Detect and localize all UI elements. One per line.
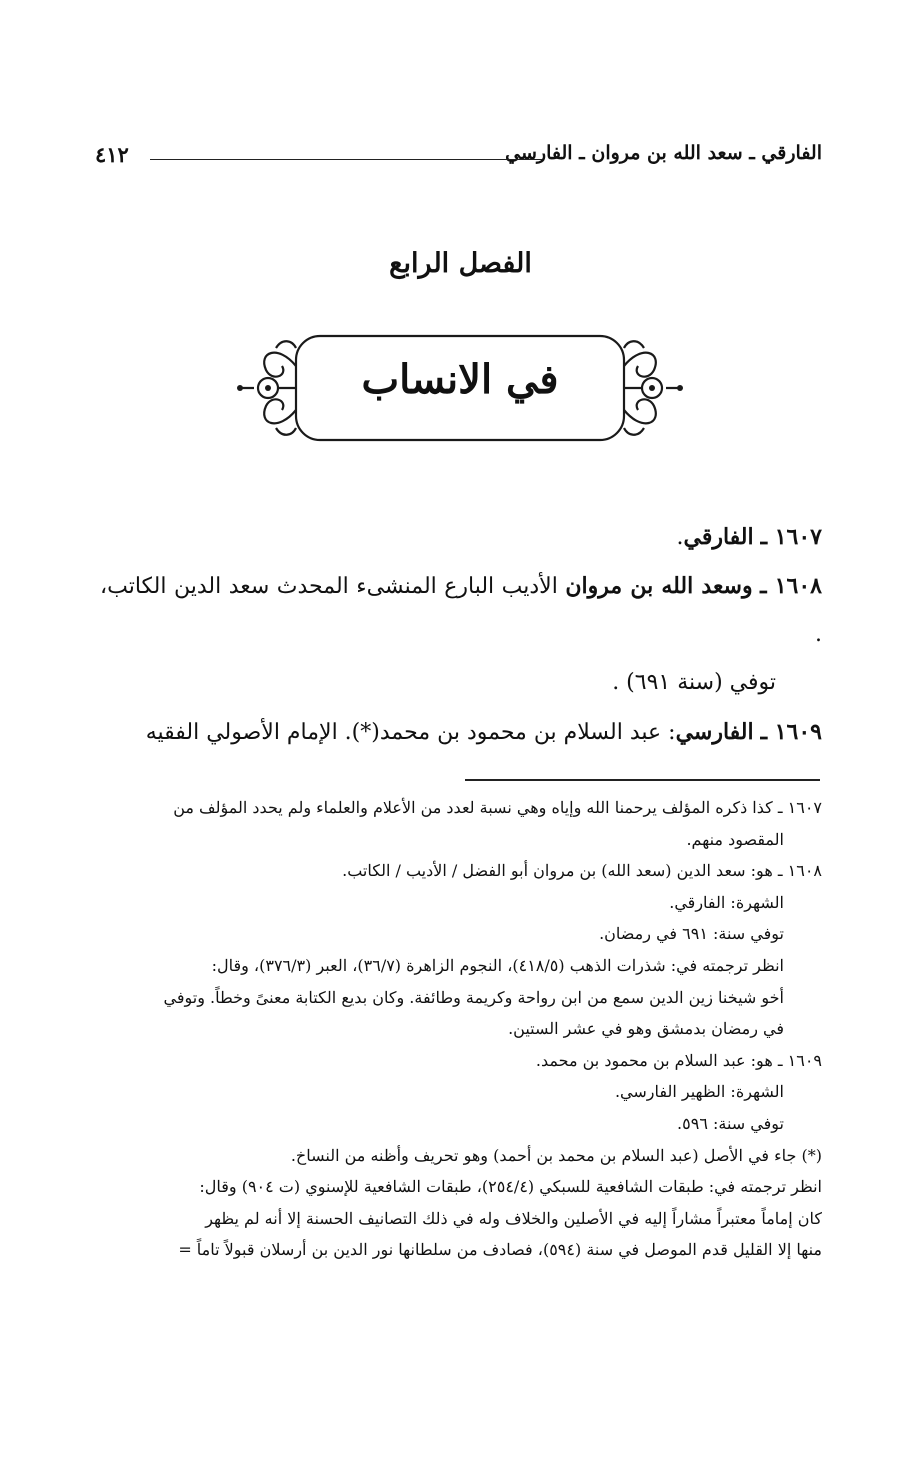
page-number: ٤١٢ [95,142,129,167]
entry-1608 [100,562,822,707]
entry-number: ١٦٠٩ ـ [760,719,822,745]
footnote-line: انظر ترجمته في: طبقات الشافعية للسبكي (٢٥٤/٤)، طبقات الشافعية للإسنوي (ت ٩٠٤) وقال: [199,1177,822,1197]
footnote-line: منها إلا القليل قدم الموصل في سنة (٥٩٤)، فصادف من سلطانها نور الدين بن أرسلان قبولاً تاماً = [178,1240,822,1260]
entry-1607 [100,513,822,562]
chapter-title: الفصل الرابع [389,248,532,279]
footnote-line: ١٦٠٨ ـ هو: سعد الدين (سعد الله) بن مروان أبو الفضل / الأديب / الكاتب. [342,861,822,881]
footnote-line: ١٦٠٩ ـ هو: عبد السلام بن محمود بن محمد. [535,1050,822,1070]
footnote-line: ١٦٠٧ ـ كذا ذكره المؤلف يرحمنا الله وإياه وهي نسبة لعدد من الأعلام والعلماء ولم يحدد المؤلف من [173,798,822,817]
entry-name: الفارسي [675,719,754,745]
running-header [95,142,822,172]
entry-name: وسعد الله بن مروان [565,573,753,599]
entry-number: ١٦٠٨ ـ [760,573,822,599]
footnote-separator [465,779,820,781]
footnote-line: توفي سنة: ٦٩١ في رمضان. [599,924,784,944]
section-title-frame [230,326,690,450]
footnote-line: الشهرة: الفارقي. [669,892,784,912]
entry-name: الفارقي [683,524,754,550]
entry-text: الأديب البارع المنشىء المحدث سعد الدين الكاتب، . [100,574,822,647]
footnote-line: أخو شيخنا زين الدين سمع من ابن رواحة وكريمة وطائفة. وكان بديع الكتابة معنىً وخطاً. وتوفي [163,987,784,1007]
header-rule [150,159,542,160]
footnote-line: في رمضان بدمشق وهو في عشر الستين. [508,1019,784,1039]
footnote-line: انظر ترجمته في: شذرات الذهب (٤١٨/٥)، النجوم الزاهرة (٣٦/٧)، العبر (٣٧٦/٣)، وقال: [211,955,784,975]
footnote-line: المقصود منهم. [686,829,784,849]
running-header-title: الفارقي ـ سعد الله بن مروان ـ الفارسي [505,142,822,164]
footnotes [100,792,822,1266]
entry-1609 [100,708,822,757]
footnote-line: (*) جاء في الأصل (عبد السلام بن محمد بن أحمد) وهو تحريف وأظنه من النساخ. [290,1145,822,1165]
footnote-line: الشهرة: الظهير الفارسي. [614,1082,784,1102]
entry-text: : عبد السلام بن محمود بن محمد(*). الإمام الأصولي الفقيه [145,720,676,745]
entry-death: توفي (سنة ٦٩١) . [612,670,776,695]
footnote-line: كان إماماً معتبراً مشاراً إليه في الأصلين والخلاف وله في ذلك التصانيف الحسنة إلا أنه لم يظهر [205,1208,822,1228]
footnote-line: توفي سنة: ٥٩٦. [677,1113,784,1133]
entry-number: ١٦٠٧ ـ [760,524,822,550]
section-title: في الانساب [361,356,559,403]
entry-text: . [676,525,684,550]
